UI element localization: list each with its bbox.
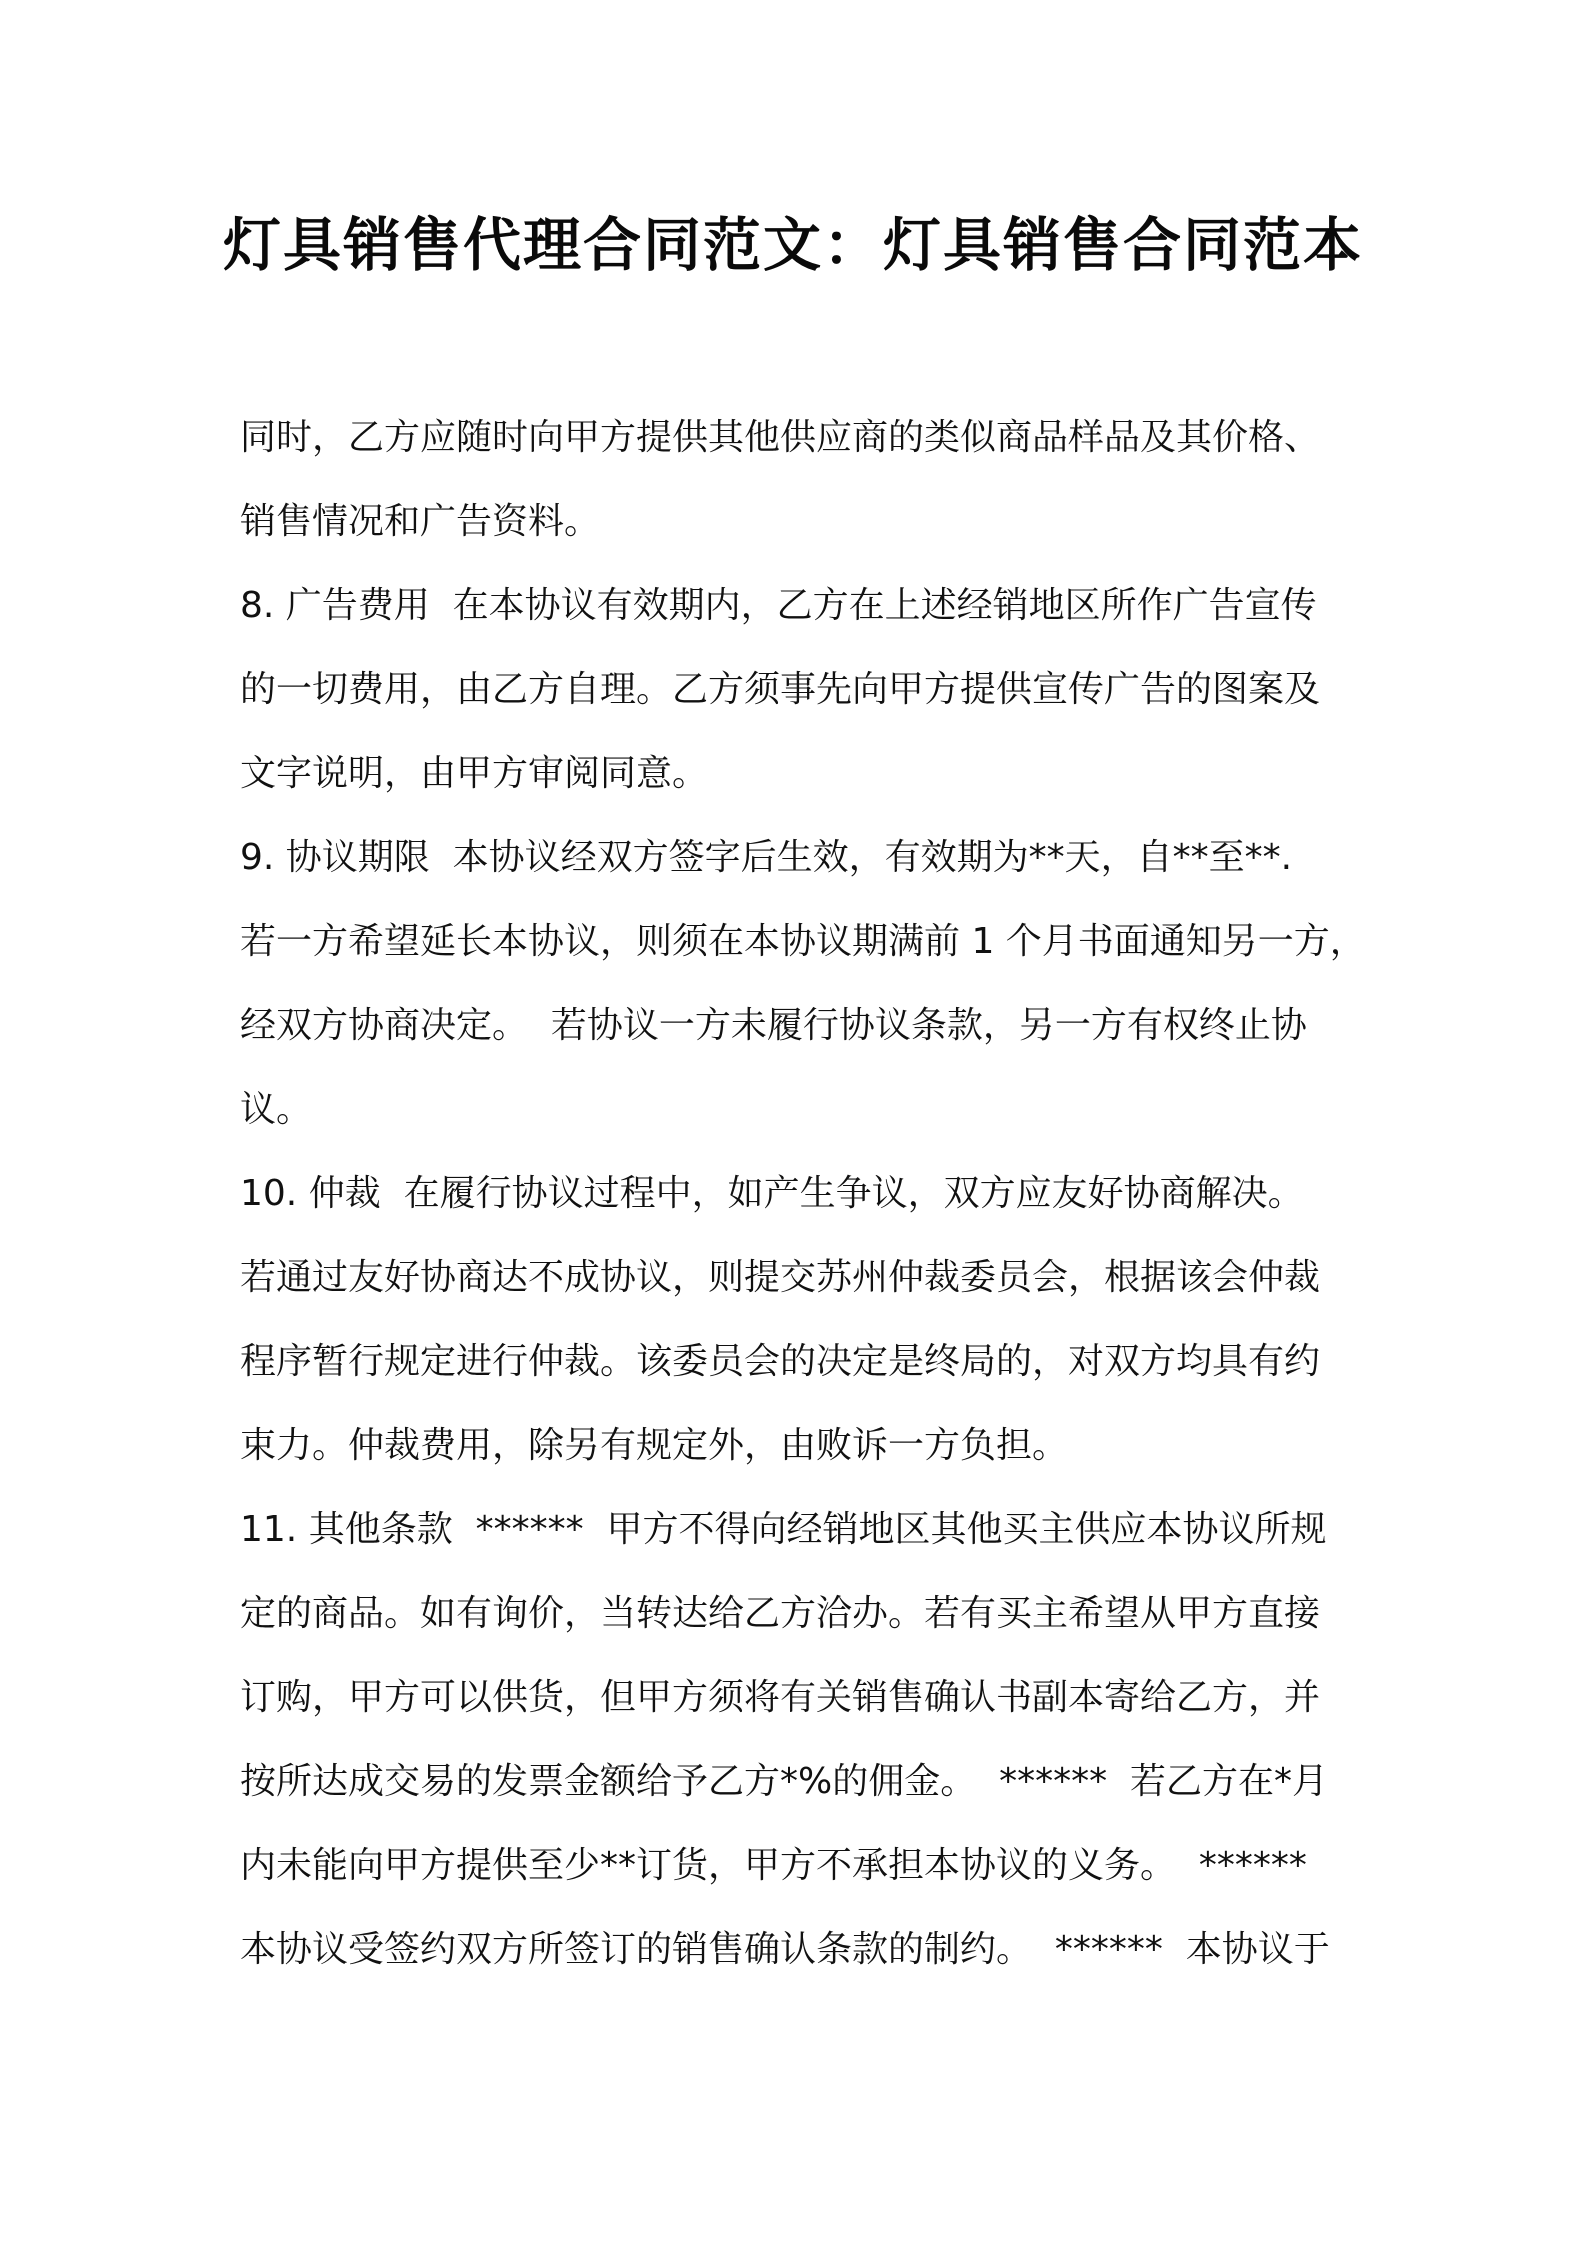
body-line: 内未能向甲方提供至少**订货，甲方不承担本协议的义务。 ****** — [240, 1845, 1307, 1886]
body-line: 8. 广告费用 在本协议有效期内，乙方在上述经销地区所作广告宣传 — [240, 585, 1317, 626]
document-title: 灯具销售代理合同范文：灯具销售合同范本 — [222, 211, 1363, 279]
body-line: 11. 其他条款 ****** 甲方不得向经销地区其他买主供应本协议所规 — [240, 1509, 1327, 1550]
body-line: 9. 协议期限 本协议经双方签字后生效，有效期为**天，自**至**. — [240, 837, 1293, 878]
body-line: 议。 — [240, 1089, 313, 1130]
body-line: 若一方希望延长本协议，则须在本协议期满前 1 个月书面通知另一方， — [240, 921, 1366, 962]
body-line: 的一切费用，由乙方自理。乙方须事先向甲方提供宣传广告的图案及 — [240, 669, 1321, 710]
body-line: 束力。仲裁费用，除另有规定外，由败诉一方负担。 — [240, 1425, 1069, 1466]
body-line: 本协议受签约双方所签订的销售确认条款的制约。 ****** 本协议于 — [240, 1929, 1330, 1970]
body-line: 同时，乙方应随时向甲方提供其他供应商的类似商品样品及其价格、 — [240, 417, 1321, 458]
body-line: 文字说明，由甲方审阅同意。 — [240, 753, 709, 794]
body-line: 经双方协商决定。 若协议一方未履行协议条款，另一方有权终止协 — [240, 1005, 1307, 1046]
body-line: 程序暂行规定进行仲裁。该委员会的决定是终局的，对双方均具有约 — [240, 1341, 1321, 1382]
body-line: 定的商品。如有询价，当转达给乙方洽办。若有买主希望从甲方直接 — [240, 1593, 1321, 1634]
body-line: 10. 仲裁 在履行协议过程中，如产生争议，双方应友好协商解决。 — [240, 1173, 1304, 1214]
body-line: 按所达成交易的发票金额给予乙方*%的佣金。 ****** 若乙方在*月 — [240, 1761, 1328, 1802]
body-line: 若通过友好协商达不成协议，则提交苏州仲裁委员会，根据该会仲裁 — [240, 1257, 1321, 1298]
body-line: 销售情况和广告资料。 — [240, 501, 601, 542]
body-line: 订购，甲方可以供货，但甲方须将有关销售确认书副本寄给乙方，并 — [240, 1677, 1321, 1718]
